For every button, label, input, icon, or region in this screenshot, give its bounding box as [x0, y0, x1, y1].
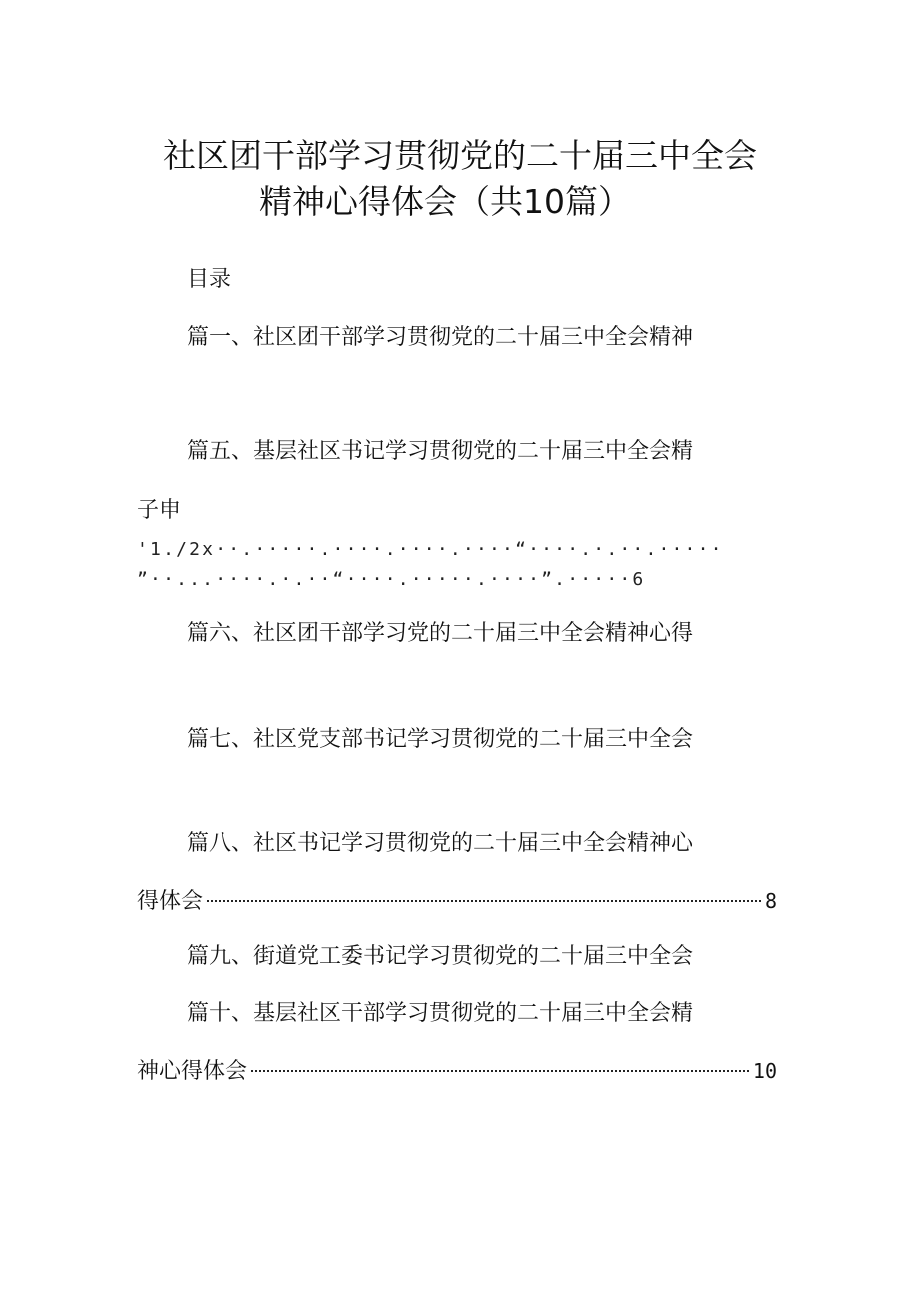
page-number: 10 — [752, 1059, 777, 1083]
toc-entry-9[interactable]: 篇九、街道党工委书记学习贯彻党的二十届三中全会 — [187, 944, 694, 969]
toc-entry-1[interactable]: 篇一、社区团干部学习贯彻党的二十届三中全会精神 — [187, 325, 694, 350]
toc-entry-5-continuation: 子申 — [137, 498, 182, 523]
document-title-line-1: 社区团干部学习贯彻党的二十届三中全会 — [163, 136, 757, 175]
toc-entry-8-continuation[interactable] — [137, 886, 777, 917]
toc-entry-8-tail-text: 得体会 — [137, 889, 204, 914]
toc-entry-7[interactable]: 篇七、社区党支部书记学习贯彻党的二十届三中全会 — [187, 727, 694, 752]
toc-entry-5-garbled-leader-2: ”··...····.·.··“····.·····.····”.·····6 — [137, 569, 646, 590]
page-number: 8 — [764, 889, 777, 913]
toc-entry-10-tail-text: 神心得体会 — [137, 1059, 248, 1084]
dot-leader — [251, 1070, 749, 1072]
toc-entry-5[interactable]: 篇五、基层社区书记学习贯彻党的二十届三中全会精 — [187, 439, 694, 464]
dot-leader — [207, 900, 761, 902]
toc-entry-10[interactable]: 篇十、基层社区干部学习贯彻党的二十届三中全会精 — [187, 1001, 694, 1026]
toc-heading: 目录 — [187, 267, 232, 292]
document-title-line-2: 精神心得体会（共10篇） — [259, 182, 631, 221]
toc-entry-6[interactable]: 篇六、社区团干部学习党的二十届三中全会精神心得 — [187, 621, 694, 646]
toc-entry-10-continuation[interactable] — [137, 1056, 777, 1087]
toc-entry-8[interactable]: 篇八、社区书记学习贯彻党的二十届三中全会精神心 — [187, 831, 694, 856]
toc-entry-5-garbled-leader-1: '1./2x··.·····.····.····.····“····.·.··.····· — [137, 539, 724, 560]
